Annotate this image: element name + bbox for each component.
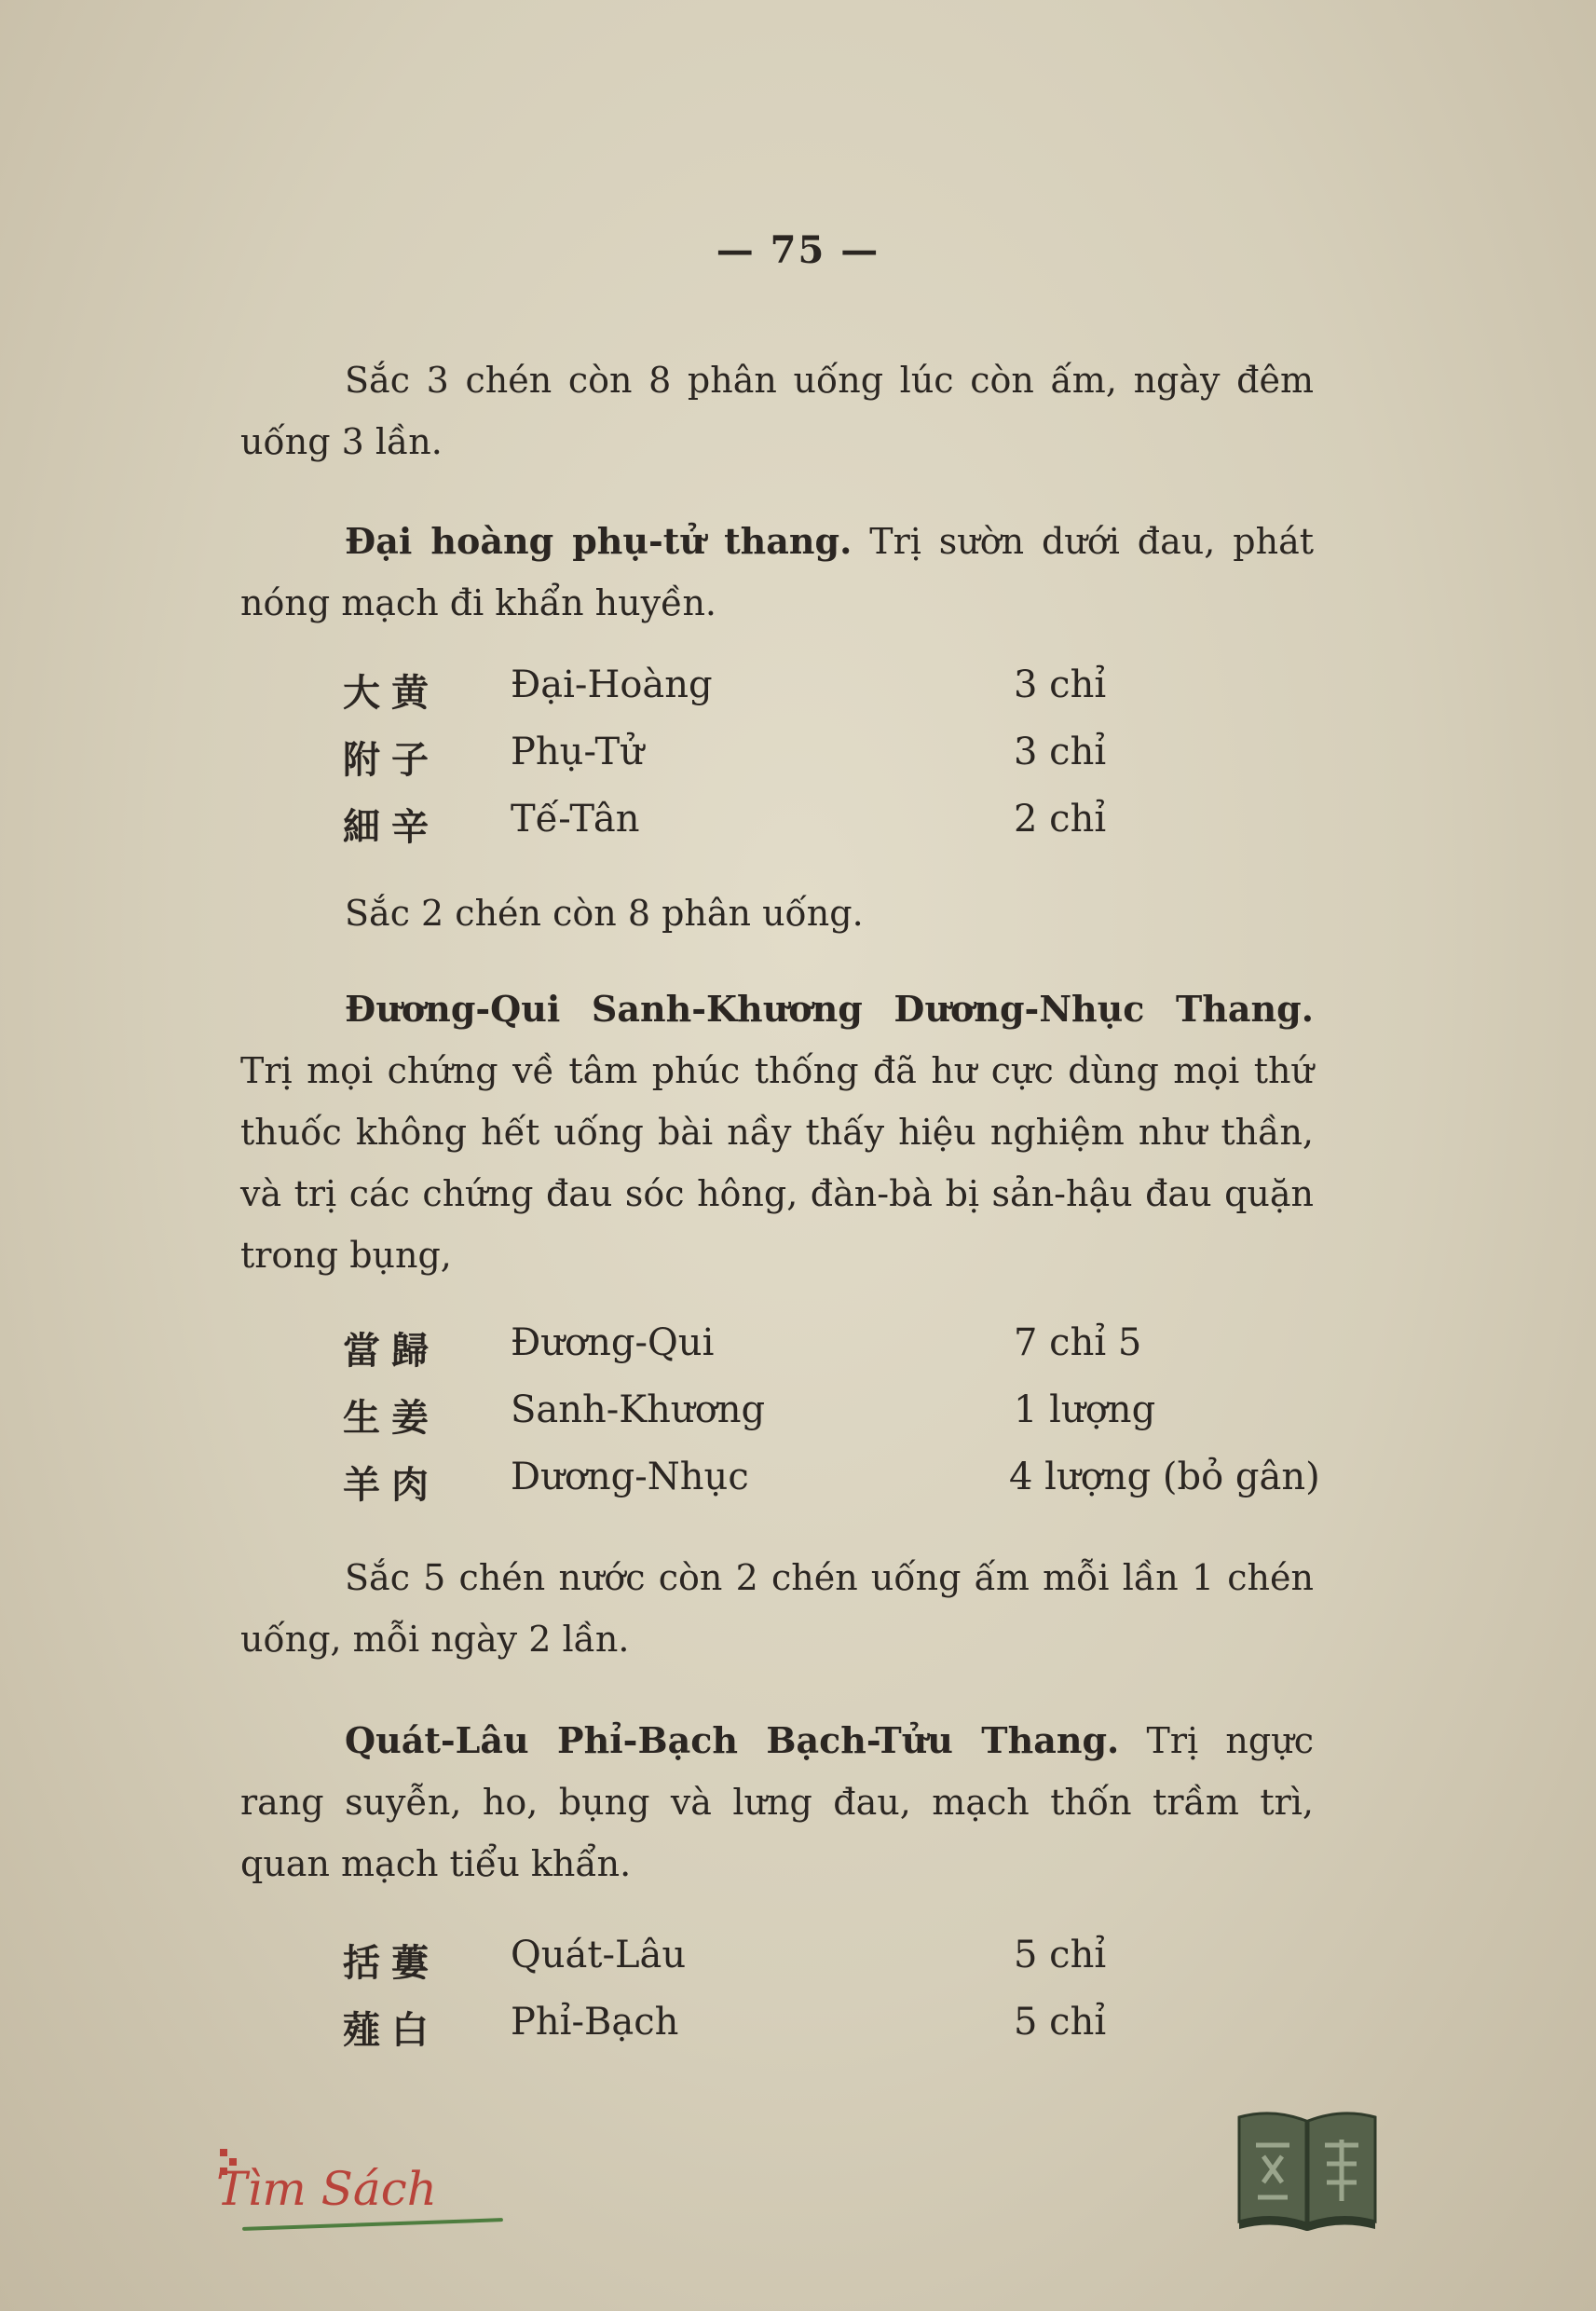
- herb-dose: 5 chỉ: [1014, 2001, 1107, 2044]
- recipe-2-note-text: Sắc 5 chén nước còn 2 chén uống ấm mỗi lần 1 chén uống, mỗi ngày 2 lần.: [240, 1557, 1314, 1660]
- book-icon: [1235, 2108, 1379, 2231]
- han-characters: 附子: [343, 739, 440, 782]
- han-characters: 細辛: [343, 806, 440, 849]
- recipe-1-note: [240, 882, 1314, 944]
- intro-paragraph: [240, 349, 1314, 472]
- page-number: — 75 —: [716, 228, 880, 272]
- han-characters: 當歸: [343, 1330, 440, 1373]
- recipe-3-description: Trị ngực rang suyễn, ho, bụng và lưng đau, mạch thốn trầm trì, quan mạch tiểu khẩn.: [240, 1720, 1314, 1884]
- han-characters: 薤白: [343, 2009, 440, 2052]
- recipe-3-title: Quát-Lâu Phỉ-Bạch Bạch-Tửu Thang.: [345, 1719, 1120, 1761]
- recipe-1-heading: [240, 511, 1314, 634]
- ingredient-row: [343, 1321, 1330, 1388]
- recipe-2-note: [240, 1547, 1314, 1670]
- recipe-2-description: Trị mọi chứng về tâm phúc thống đã hư cực dùng mọi thứ thuốc không hết uống bài nầy thấy hiệu nghiệm như thần, và trị các chứng đau sóc hông, đàn-bà bị sản-hậu đau quặn trong bụng,: [240, 1050, 1314, 1276]
- intro-text: Sắc 3 chén còn 8 phân uống lúc còn ấm, ngày đêm uống 3 lần.: [240, 360, 1314, 462]
- herb-dose: 3 chỉ: [1014, 663, 1107, 706]
- recipe-2-heading: [240, 978, 1314, 1286]
- recipe-1-note-text: Sắc 2 chén còn 8 phân uống.: [345, 893, 864, 934]
- han-characters: 羊肉: [343, 1464, 440, 1507]
- ingredient-row: [343, 731, 1330, 798]
- watermark-logo: Tìm Sách: [216, 2162, 437, 2216]
- recipe-1-title: Đại hoàng phụ-tử thang.: [345, 520, 853, 562]
- herb-dose: 2 chỉ: [1014, 798, 1107, 841]
- recipe-2-ingredients: [343, 1321, 1330, 1523]
- herb-name: Dương-Nhục: [511, 1456, 749, 1498]
- recipe-1-ingredients: [343, 663, 1330, 865]
- herb-dose: 4 lượng (bỏ gân): [1009, 1456, 1320, 1498]
- herb-name: Đương-Qui: [511, 1321, 715, 1364]
- herb-dose: 5 chỉ: [1014, 1934, 1107, 1976]
- han-characters: 括蔞: [343, 1942, 440, 1985]
- herb-name: Phụ-Tử: [511, 731, 644, 773]
- ingredient-row: [343, 1456, 1330, 1523]
- herb-dose: 3 chỉ: [1014, 731, 1107, 773]
- ingredient-row: [343, 1934, 1330, 2001]
- herb-dose: 1 lượng: [1014, 1388, 1156, 1431]
- ingredient-row: [343, 1388, 1330, 1456]
- herb-name: Phỉ-Bạch: [511, 2001, 679, 2044]
- han-characters: 大黄: [343, 672, 440, 715]
- ingredient-row: [343, 663, 1330, 731]
- ingredient-row: [343, 798, 1330, 865]
- herb-name: Quát-Lâu: [511, 1934, 687, 1976]
- herb-name: Tế-Tân: [511, 798, 640, 841]
- ingredient-row: [343, 2001, 1330, 2068]
- herb-name: Sanh-Khương: [511, 1388, 766, 1431]
- recipe-1-description: Trị sườn dưới đau, phát nóng mạch đi khẩn huyền.: [240, 521, 1314, 623]
- han-characters: 生姜: [343, 1397, 440, 1440]
- recipe-3-ingredients: [343, 1934, 1330, 2068]
- recipe-2-title: Đương-Qui Sanh-Khương Dương-Nhục Thang.: [345, 988, 1314, 1030]
- logo-underline: [242, 2218, 503, 2231]
- herb-name: Đại-Hoàng: [511, 663, 713, 706]
- herb-dose: 7 chỉ 5: [1014, 1321, 1142, 1364]
- recipe-3-heading: [240, 1710, 1314, 1894]
